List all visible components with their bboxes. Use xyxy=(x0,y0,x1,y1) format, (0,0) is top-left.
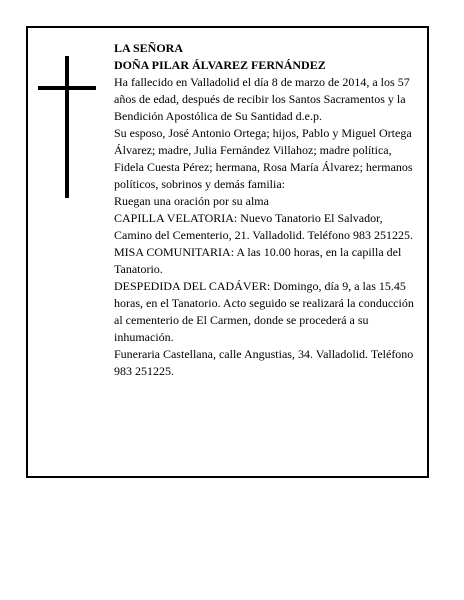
notice-paragraph-prayer: Ruegan una oración por su alma xyxy=(114,194,269,208)
notice-paragraph-family: Su esposo, José Antonio Ortega; hijos, Pablo y Miguel Ortega Álvarez; madre, Julia Fernández Villahoz; madre política, Fidela Cuesta Pérez; hermana, Rosa María Álvarez; hermanos políticos, sobrinos y demás familia: xyxy=(114,126,413,191)
cross-icon xyxy=(38,56,96,198)
notice-paragraph-mass: MISA COMUNITARIA: A las 10.00 horas, en la capilla del Tanatorio. xyxy=(114,245,402,276)
notice-paragraph-farewell: DESPEDIDA DEL CADÁVER: Domingo, día 9, a las 15.45 horas, en el Tanatorio. Acto seguido se realizará la conducción al cementerio de El Carmen, donde se procederá a su inhumación. xyxy=(114,279,414,344)
cross-horizontal-bar xyxy=(38,86,96,90)
notice-paragraph-funeral-home: Funeraria Castellana, calle Angustias, 34. Valladolid. Teléfono 983 251225. xyxy=(114,347,414,378)
notice-title-line-1: LA SEÑORA xyxy=(114,41,184,55)
obituary-notice xyxy=(26,26,429,478)
notice-paragraph-chapel: CAPILLA VELATORIA: Nuevo Tanatorio El Salvador, Camino del Cementerio, 21. Valladolid. Teléfono 983 251225. xyxy=(114,211,414,242)
cross-vertical-bar xyxy=(65,56,69,198)
notice-title-line-2: DOÑA PILAR ÁLVAREZ FERNÁNDEZ xyxy=(114,58,326,72)
notice-text xyxy=(114,40,420,380)
notice-paragraph-death: Ha fallecido en Valladolid el día 8 de marzo de 2014, a los 57 años de edad, después de recibir los Santos Sacramentos y la Bendición Apostólica de Su Santidad d.e.p. xyxy=(114,75,410,123)
